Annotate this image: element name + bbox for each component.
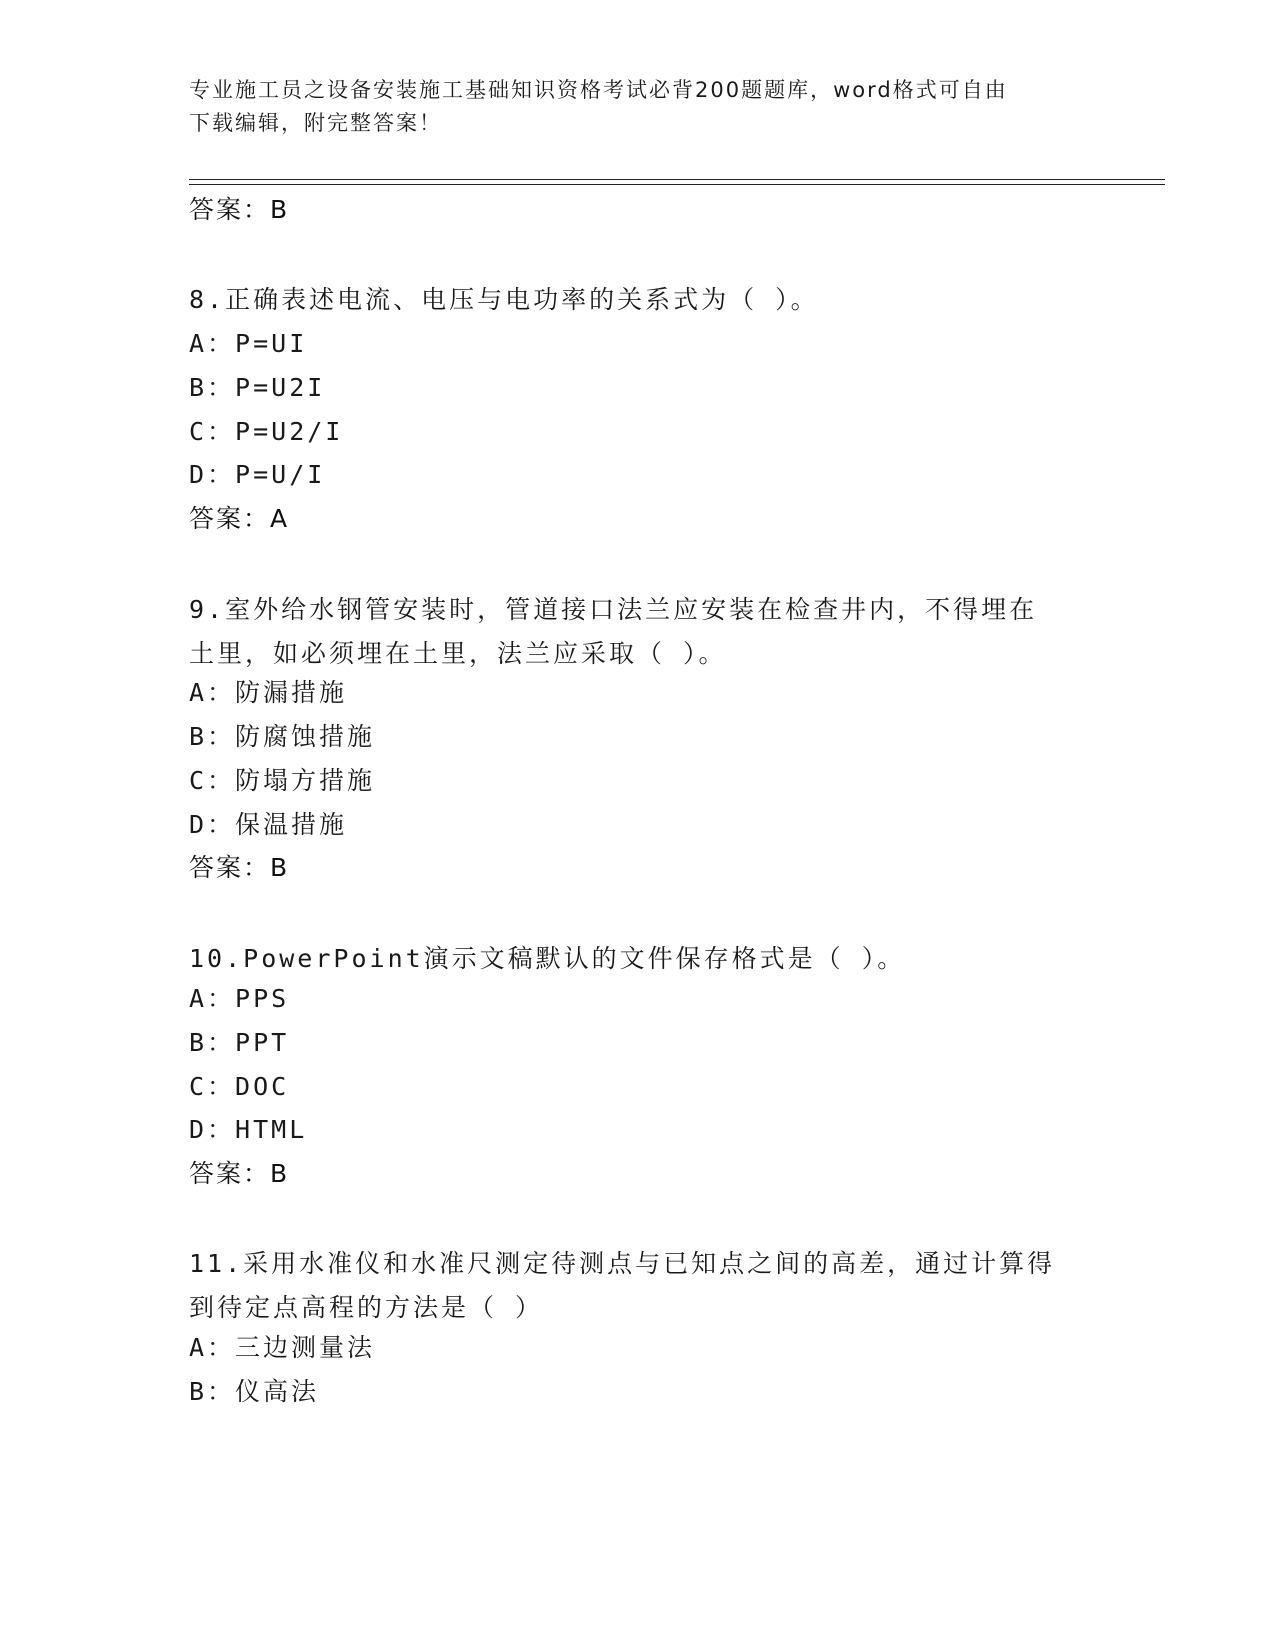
question-11-option-b: B：仪高法 <box>189 1377 320 1406</box>
question-10-option-c: C：DOC <box>189 1072 290 1101</box>
question-11-text-line-2: 到待定点高程的方法是（ ） <box>189 1293 544 1322</box>
question-9-text-line-2: 土里，如必须埋在土里，法兰应采取（ ）。 <box>189 639 727 668</box>
question-10-option-a: A：PPS <box>189 984 290 1013</box>
question-9-option-c: C：防塌方措施 <box>189 766 376 795</box>
question-8-option-c: C：P=U2/I <box>189 417 344 446</box>
header-line-2: 下载编辑，附完整答案！ <box>189 111 442 135</box>
question-10-text: 10.PowerPoint演示文稿默认的文件保存格式是（ ）。 <box>189 944 906 973</box>
question-8-option-b: B：P=U2I <box>189 373 326 402</box>
prev-answer: 答案：B <box>189 195 290 224</box>
header-line-1: 专业施工员之设备安装施工基础知识资格考试必背200题题库，word格式可自由 <box>189 78 1008 102</box>
header-divider-top <box>189 179 1165 180</box>
question-11-option-a: A：三边测量法 <box>189 1333 376 1362</box>
question-8-answer: 答案：A <box>189 504 290 533</box>
question-8-option-a: A：P=UI <box>189 329 308 358</box>
question-8-text: 8.正确表述电流、电压与电功率的关系式为（ ）。 <box>189 285 819 314</box>
question-11-text-line-1: 11.采用水准仪和水准尺测定待测点与已知点之间的高差，通过计算得 <box>189 1249 1056 1278</box>
question-10-option-b: B：PPT <box>189 1028 290 1057</box>
header-divider-bottom <box>189 184 1165 185</box>
document-header <box>189 74 1089 140</box>
question-10-option-d: D：HTML <box>189 1115 308 1144</box>
question-9-option-a: A：防漏措施 <box>189 678 348 707</box>
question-9-answer: 答案：B <box>189 853 290 882</box>
question-10-answer: 答案：B <box>189 1159 290 1188</box>
question-8-option-d: D：P=U/I <box>189 460 326 489</box>
question-9-text-line-1: 9.室外给水钢管安装时，管道接口法兰应安装在检查井内，不得埋在 <box>189 595 1038 624</box>
question-9-option-b: B：防腐蚀措施 <box>189 722 376 751</box>
question-9-option-d: D：保温措施 <box>189 810 348 839</box>
